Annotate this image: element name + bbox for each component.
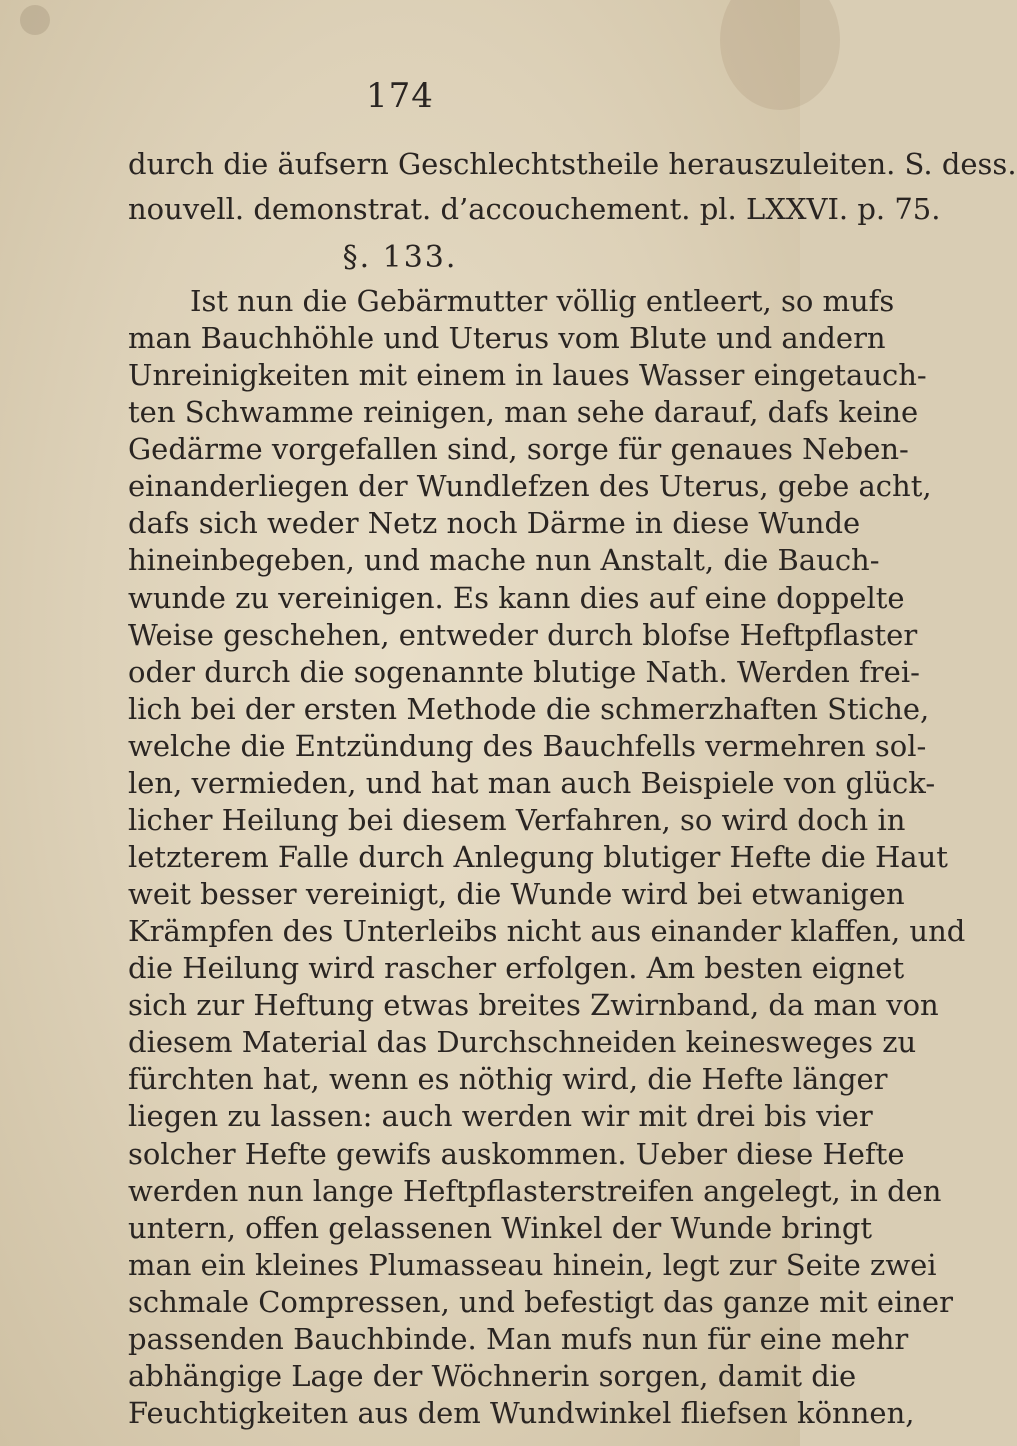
body-line-4: ten Schwamme reinigen, man sehe darauf, dafs keine [128, 395, 919, 429]
body-line-30: abhängige Lage der Wöchnerin sorgen, damit die [128, 1359, 857, 1393]
body-line-14: len, vermieden, und hat man auch Beispiele von glück- [128, 766, 936, 800]
body-line-31: Feuchtigkeiten aus dem Wundwinkel fliefsen können, [128, 1396, 915, 1430]
body-line-7: dafs sich weder Netz noch Därme in diese Wunde [128, 506, 861, 540]
body-line-21: diesem Material das Durchschneiden keinesweges zu [128, 1025, 917, 1059]
page-number: 174 [366, 76, 434, 116]
body-line-26: untern, offen gelassenen Winkel der Wunde bringt [128, 1211, 873, 1245]
body-line-13: welche die Entzündung des Bauchfells vermehren sol- [128, 729, 927, 763]
body-line-24: solcher Hefte gewifs auskommen. Ueber diese Hefte [128, 1137, 905, 1171]
body-line-16: letzterem Falle durch Anlegung blutiger Hefte die Haut [128, 840, 948, 874]
body-line-27: man ein kleines Plumasseau hinein, legt zur Seite zwei [128, 1248, 937, 1282]
body-line-8: hineinbegeben, und mache nun Anstalt, die Bauch- [128, 543, 880, 577]
body-line-29: passenden Bauchbinde. Man mufs nun für eine mehr [128, 1322, 909, 1356]
body-line-15: licher Heilung bei diesem Verfahren, so wird doch in [128, 803, 906, 837]
intro-line-2: nouvell. demonstrat. d’accouchement. pl. LXXVI. p. 75. [128, 192, 941, 226]
body-line-23: liegen zu lassen: auch werden wir mit drei bis vier [128, 1099, 873, 1133]
body-line-12: lich bei der ersten Methode die schmerzhaften Stiche, [128, 692, 930, 726]
body-line-1: Ist nun die Gebärmutter völlig entleert, so mufs [190, 284, 895, 318]
body-line-3: Unreinigkeiten mit einem in laues Wasser eingetauch- [128, 358, 927, 392]
body-line-20: sich zur Heftung etwas breites Zwirnband, da man von [128, 988, 939, 1022]
body-line-10: Weise geschehen, entweder durch blofse Heftpflaster [128, 618, 918, 652]
section-heading: §. 133. [342, 240, 458, 275]
body-line-22: fürchten hat, wenn es nöthig wird, die Hefte länger [128, 1062, 888, 1096]
body-line-5: Gedärme vorgefallen sind, sorge für genaues Neben- [128, 432, 909, 466]
body-line-18: Krämpfen des Unterleibs nicht aus einander klaffen, und [128, 914, 966, 948]
body-line-19: die Heilung wird rascher erfolgen. Am besten eignet [128, 951, 905, 985]
body-line-6: einanderliegen der Wundlefzen des Uterus, gebe acht, [128, 469, 932, 503]
body-line-28: schmale Compressen, und befestigt das ganze mit einer [128, 1285, 953, 1319]
body-line-11: oder durch die sogenannte blutige Nath. Werden frei- [128, 655, 920, 689]
body-line-25: werden nun lange Heftpflasterstreifen angelegt, in den [128, 1174, 942, 1208]
body-line-17: weit besser vereinigt, die Wunde wird bei etwanigen [128, 877, 905, 911]
page-spot [20, 5, 50, 35]
intro-line-1: durch die äufsern Geschlechtstheile herauszuleiten. S. dess. [128, 147, 1017, 181]
body-line-9: wunde zu vereinigen. Es kann dies auf eine doppelte [128, 581, 905, 615]
body-line-2: man Bauchhöhle und Uterus vom Blute und andern [128, 321, 886, 355]
